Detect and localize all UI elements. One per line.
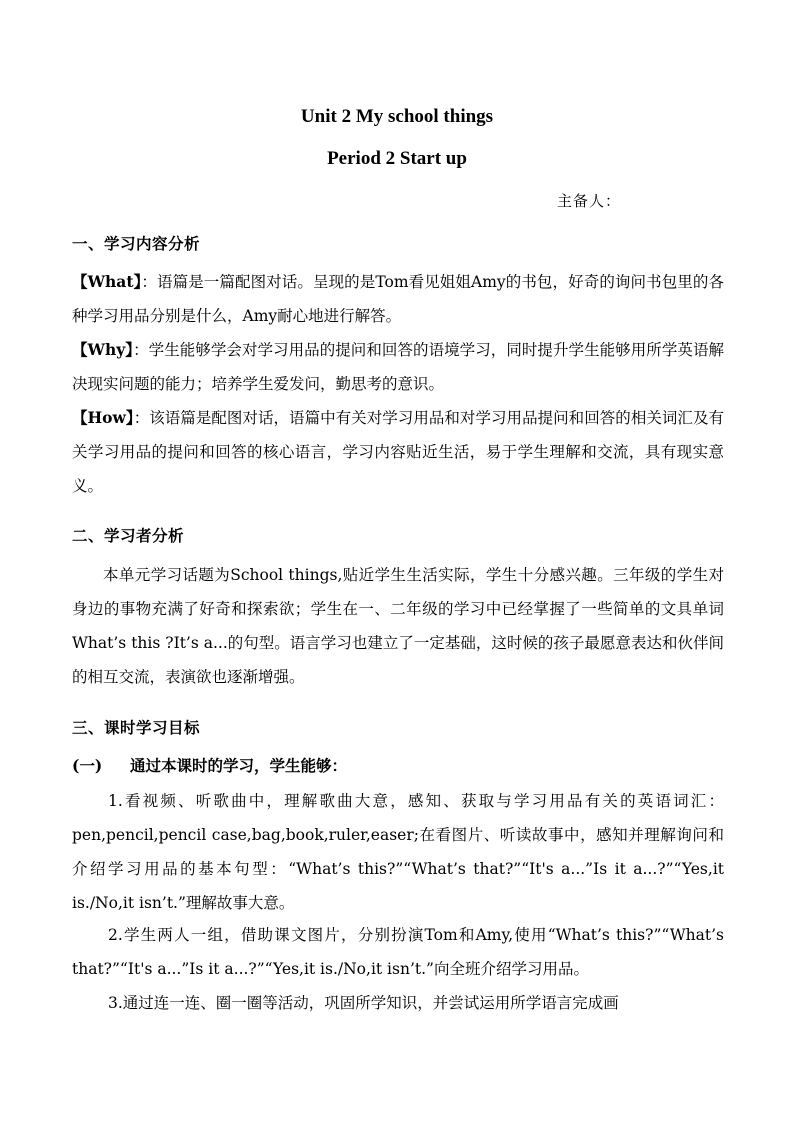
- objective-item-3: 3.通过连一连、圈一圈等活动，巩固所学知识，并尝试运用所学语言完成画: [108, 994, 619, 1012]
- how-label: 【How】: [72, 408, 134, 427]
- subheading-number: (一): [72, 756, 103, 775]
- section-heading-learner-analysis: 二、学习者分析: [72, 526, 185, 545]
- unit-title: Unit 2 My school things: [300, 106, 494, 127]
- how-text: ：该语篇是配图对话，语篇中有关对学习用品和对学习用品提问和回答的相关词汇及有关学习用品的提问和回答的核心语言，学习内容贴近生活，易于学生理解和交流，具有现实意义。: [72, 409, 724, 495]
- period-title: Period 2 Start up: [327, 148, 467, 169]
- section-heading-learning-objectives: 三、课时学习目标: [72, 718, 201, 737]
- learner-analysis-paragraph: 本单元学习话题为School things,贴近学生生活实际，学生十分感兴趣。三年级的学生对身边的事物充满了好奇和探索欲；学生在一、二年级的学习中已经掌握了一些简单的文具单词What’s this ?It’s a...的句型。语言学习也建立了一定基础，这时候的孩子最愿意表达和伙伴间的相互交流，表演欲也逐渐增强。: [72, 566, 724, 686]
- what-text: ：语篇是一篇配图对话。呈现的是Tom看见姐姐Amy的书包，好奇的询问书包里的各种学习用品分别是什么，Amy耐心地进行解答。: [72, 273, 724, 325]
- section-heading-content-analysis: 一、学习内容分析: [72, 234, 201, 253]
- what-label: 【What】: [72, 272, 142, 291]
- how-paragraph: [72, 401, 724, 503]
- objective-item-2: 2.学生两人一组，借助课文图片，分别扮演Tom和Amy,使用“What’s this?”“What’s that?”“It's a...”Is it a...?”“Yes,it is./No,it isn’t.”向全班介绍学习用品。: [72, 926, 724, 978]
- subheading-text: 通过本课时的学习，学生能够：: [130, 756, 348, 775]
- objectives-subheading: [72, 754, 347, 776]
- why-paragraph: [72, 333, 724, 401]
- preparer-label: 主备人：: [557, 192, 622, 210]
- what-paragraph: [72, 265, 724, 333]
- objective-item-1: 1.看视频、听歌曲中，理解歌曲大意，感知、获取与学习用品有关的英语词汇：pen,pencil,pencil case,bag,book,ruler,easer;在看图片、听读故事中，感知并理解询问和介绍学习用品的基本句型：“What’s this?”“What’s that?”“It's a...”Is it a...?”“Yes,it is./No,it isn’t.”理解故事大意。: [72, 792, 724, 912]
- why-label: 【Why】: [72, 340, 134, 359]
- why-text: ：学生能够学会对学习用品的提问和回答的语境学习，同时提升学生能够用所学英语解决现实问题的能力；培养学生爱发问，勤思考的意识。: [72, 341, 724, 393]
